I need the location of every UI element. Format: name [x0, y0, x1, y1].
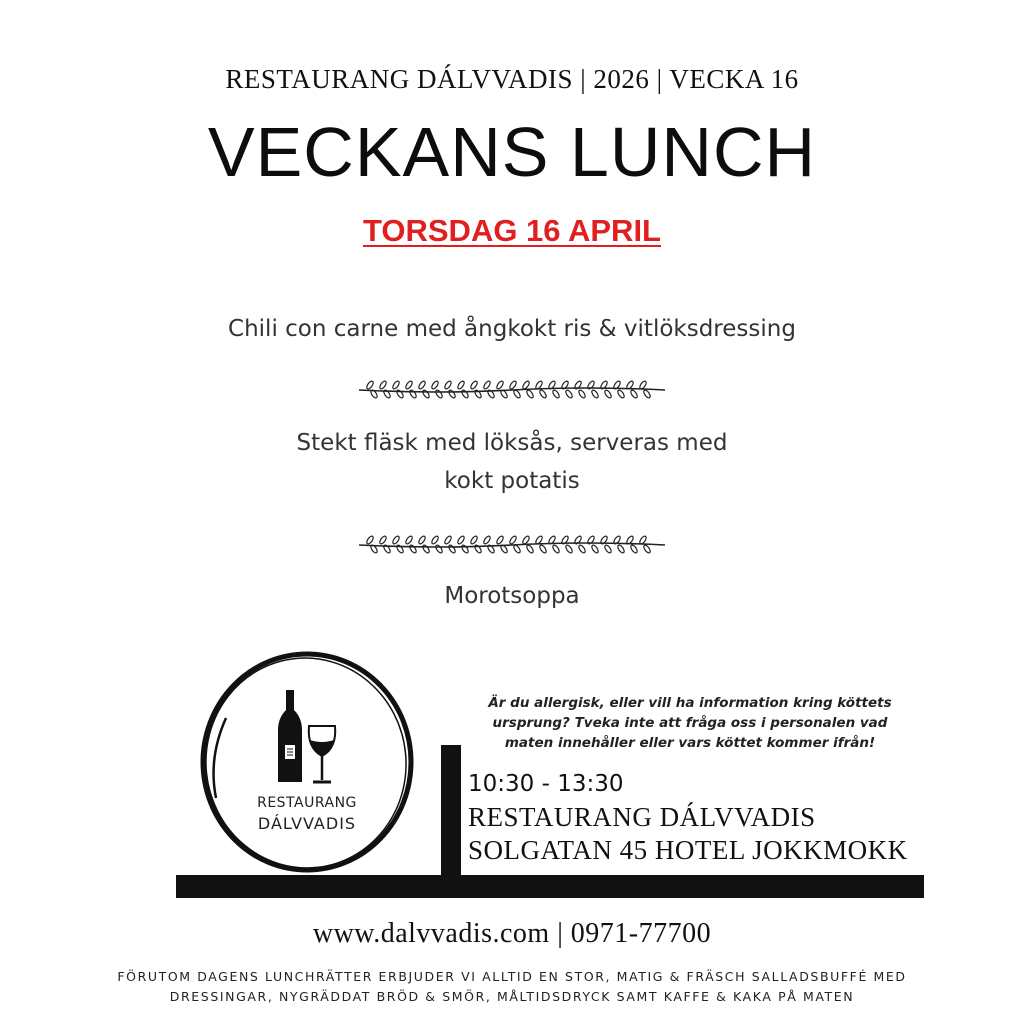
restaurant-name: RESTAURANG DÁLVVADIS: [468, 802, 816, 832]
decorative-horizontal-bar: [176, 875, 924, 898]
footer-note-line: FÖRUTOM DAGENS LUNCHRÄTTER ERBJUDER VI ALLTID EN STOR, MATIG & FRÄSCH SALLADSBUFFÉ MED: [117, 969, 907, 984]
footer-note: [0, 967, 1024, 1007]
menu-item-line: Morotsoppa: [444, 583, 580, 609]
leaf-divider-icon: [357, 533, 667, 555]
allergy-notice: [470, 693, 910, 753]
leaf-divider-icon: [357, 378, 667, 400]
restaurant-logo: [196, 648, 418, 876]
allergy-notice-line: ursprung? Tveka inte att fråga oss i personalen vad: [492, 715, 888, 731]
opening-hours: 10:30 - 13:30: [468, 771, 624, 797]
contact-line: www.dalvvadis.com | 0971-77700: [312, 918, 712, 949]
restaurant-address: SOLGATAN 45 HOTEL JOKKMOKK: [468, 835, 908, 865]
menu-item-line: Chili con carne med ångkokt ris & vitlöksdressing: [228, 316, 796, 342]
menu-item-line: kokt potatis: [444, 468, 580, 494]
allergy-notice-line: Är du allergisk, eller vill ha information kring köttets: [488, 695, 892, 711]
wine-bottle-and-glass-icon: [278, 690, 335, 782]
logo-circle-brush: [196, 648, 416, 876]
menu-item: [0, 577, 1024, 615]
menu-item: [0, 310, 1024, 348]
menu-item: [0, 424, 1024, 500]
decorative-vertical-bar: [441, 745, 461, 885]
allergy-notice-line: maten innehåller eller vars köttet kommer ifrån!: [504, 735, 876, 751]
page-title: VECKANS LUNCH: [207, 113, 817, 191]
logo-text-line: RESTAURANG: [257, 795, 357, 811]
date-heading: TORSDAG 16 APRIL: [363, 213, 661, 248]
footer-note-line: DRESSINGAR, NYGRÄDDAT BRÖD & SMÖR, MÅLTIDSDRYCK SAMT KAFFE & KAKA PÅ MATEN: [169, 989, 855, 1004]
menu-item-line: Stekt fläsk med löksås, serveras med: [296, 430, 728, 456]
logo-text-line: DÁLVVADIS: [257, 814, 357, 833]
header-top-line: RESTAURANG DÁLVVADIS | 2026 | VECKA 16: [225, 64, 799, 94]
